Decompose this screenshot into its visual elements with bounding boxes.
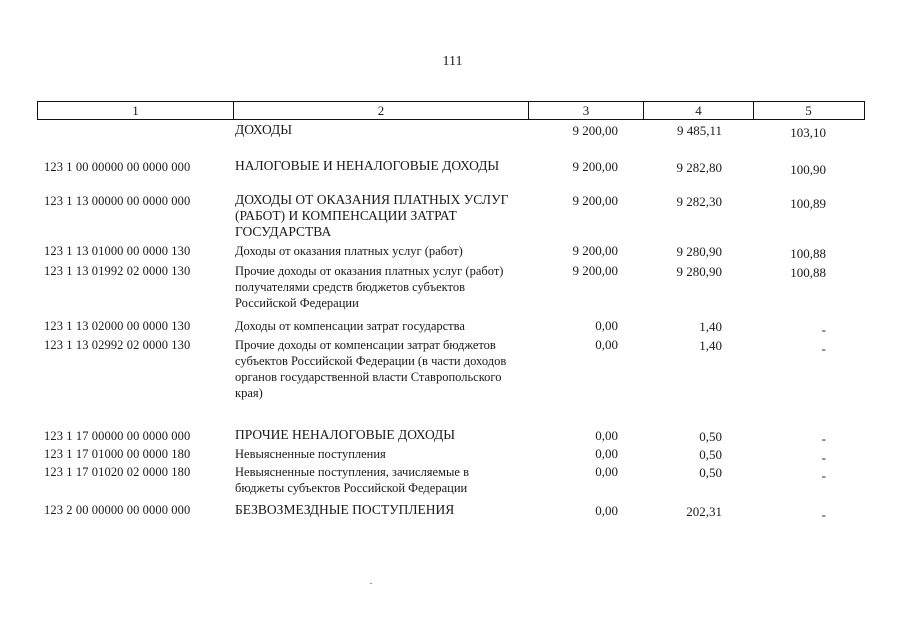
row-name: Доходы от компенсации затрат государства (235, 319, 465, 333)
row-name: ПРОЧИЕ НЕНАЛОГОВЫЕ ДОХОДЫ (235, 427, 456, 442)
row-name: ДОХОДЫ (235, 122, 293, 137)
page-number: 111 (442, 54, 463, 69)
row-name: Доходы от оказания платных услуг (работ) (235, 244, 463, 258)
row-value-col5: - (821, 507, 826, 522)
row-value-col4: 202,31 (686, 504, 722, 519)
row-name: БЕЗВОЗМЕЗДНЫЕ ПОСТУПЛЕНИЯ (235, 502, 455, 517)
row-value-col5: 100,89 (790, 196, 826, 211)
row-value-col3: 0,00 (595, 464, 618, 479)
row-value-col5: - (821, 450, 826, 465)
row-name: Прочие доходы от оказания платных услуг (работ) получателями средств бюджетов субъектов Российской Федерации (235, 264, 504, 310)
row-value-col4: 0,50 (699, 447, 722, 462)
row-code: 123 2 00 00000 00 0000 000 (44, 503, 191, 517)
row-value-col5: 100,88 (790, 265, 826, 280)
row-value-col4: 0,50 (699, 465, 722, 480)
row-name: Невыясненные поступления (235, 447, 386, 461)
row-name: Невыясненные поступления, зачисляемые в бюджеты субъектов Российской Федерации (235, 465, 469, 495)
row-code: 123 1 13 01000 00 0000 130 (44, 244, 191, 258)
row-value-col3: 0,00 (595, 446, 618, 461)
row-value-col4: 9 280,90 (676, 244, 722, 259)
row-code: 123 1 13 01992 02 0000 130 (44, 264, 191, 278)
row-code: 123 1 13 02992 02 0000 130 (44, 338, 191, 352)
header-col-1: 1 (38, 102, 234, 119)
row-value-col3: 0,00 (595, 318, 618, 333)
scan-speck (370, 583, 372, 584)
row-code: 123 1 17 00000 00 0000 000 (44, 429, 191, 443)
row-value-col5: - (821, 468, 826, 483)
row-value-col4: 9 282,80 (676, 160, 722, 175)
header-col-4: 4 (644, 102, 754, 119)
header-col-5: 5 (805, 103, 812, 118)
row-value-col3: 9 200,00 (572, 263, 618, 278)
row-value-col3: 9 200,00 (572, 193, 618, 208)
row-value-col5: 100,90 (790, 162, 826, 177)
row-value-col5: - (821, 322, 826, 337)
row-value-col3: 0,00 (595, 503, 618, 518)
row-value-col5: - (821, 431, 826, 446)
header-col-3: 3 (529, 102, 644, 119)
row-value-col4: 9 280,90 (676, 264, 722, 279)
row-value-col5: 103,10 (790, 125, 826, 140)
row-value-col4: 0,50 (699, 429, 722, 444)
row-value-col3: 9 200,00 (572, 159, 618, 174)
row-value-col4: 9 485,11 (676, 123, 722, 138)
row-code: 123 1 17 01020 02 0000 180 (44, 465, 191, 479)
row-value-col3: 9 200,00 (572, 243, 618, 258)
row-name: ДОХОДЫ ОТ ОКАЗАНИЯ ПЛАТНЫХ УСЛУГ (РАБОТ) И КОМПЕНСАЦИИ ЗАТРАТ ГОСУДАРСТВА (235, 192, 509, 239)
row-value-col5: 100,88 (790, 246, 826, 261)
row-code: 123 1 17 01000 00 0000 180 (44, 447, 191, 461)
row-code: 123 1 13 02000 00 0000 130 (44, 319, 191, 333)
row-value-col3: 0,00 (595, 428, 618, 443)
row-code: 123 1 13 00000 00 0000 000 (44, 194, 191, 208)
row-value-col3: 0,00 (595, 337, 618, 352)
row-value-col5: - (821, 341, 826, 356)
row-name: Прочие доходы от компенсации затрат бюджетов субъектов Российской Федерации (в части доходов органов государственной власти Ставропольского края) (235, 338, 507, 400)
row-value-col4: 1,40 (699, 319, 722, 334)
row-value-col3: 9 200,00 (572, 123, 618, 138)
row-name: НАЛОГОВЫЕ И НЕНАЛОГОВЫЕ ДОХОДЫ (235, 158, 500, 173)
header-col-2: 2 (234, 102, 529, 119)
row-value-col4: 1,40 (699, 338, 722, 353)
row-value-col4: 9 282,30 (676, 194, 722, 209)
row-code: 123 1 00 00000 00 0000 000 (44, 160, 191, 174)
